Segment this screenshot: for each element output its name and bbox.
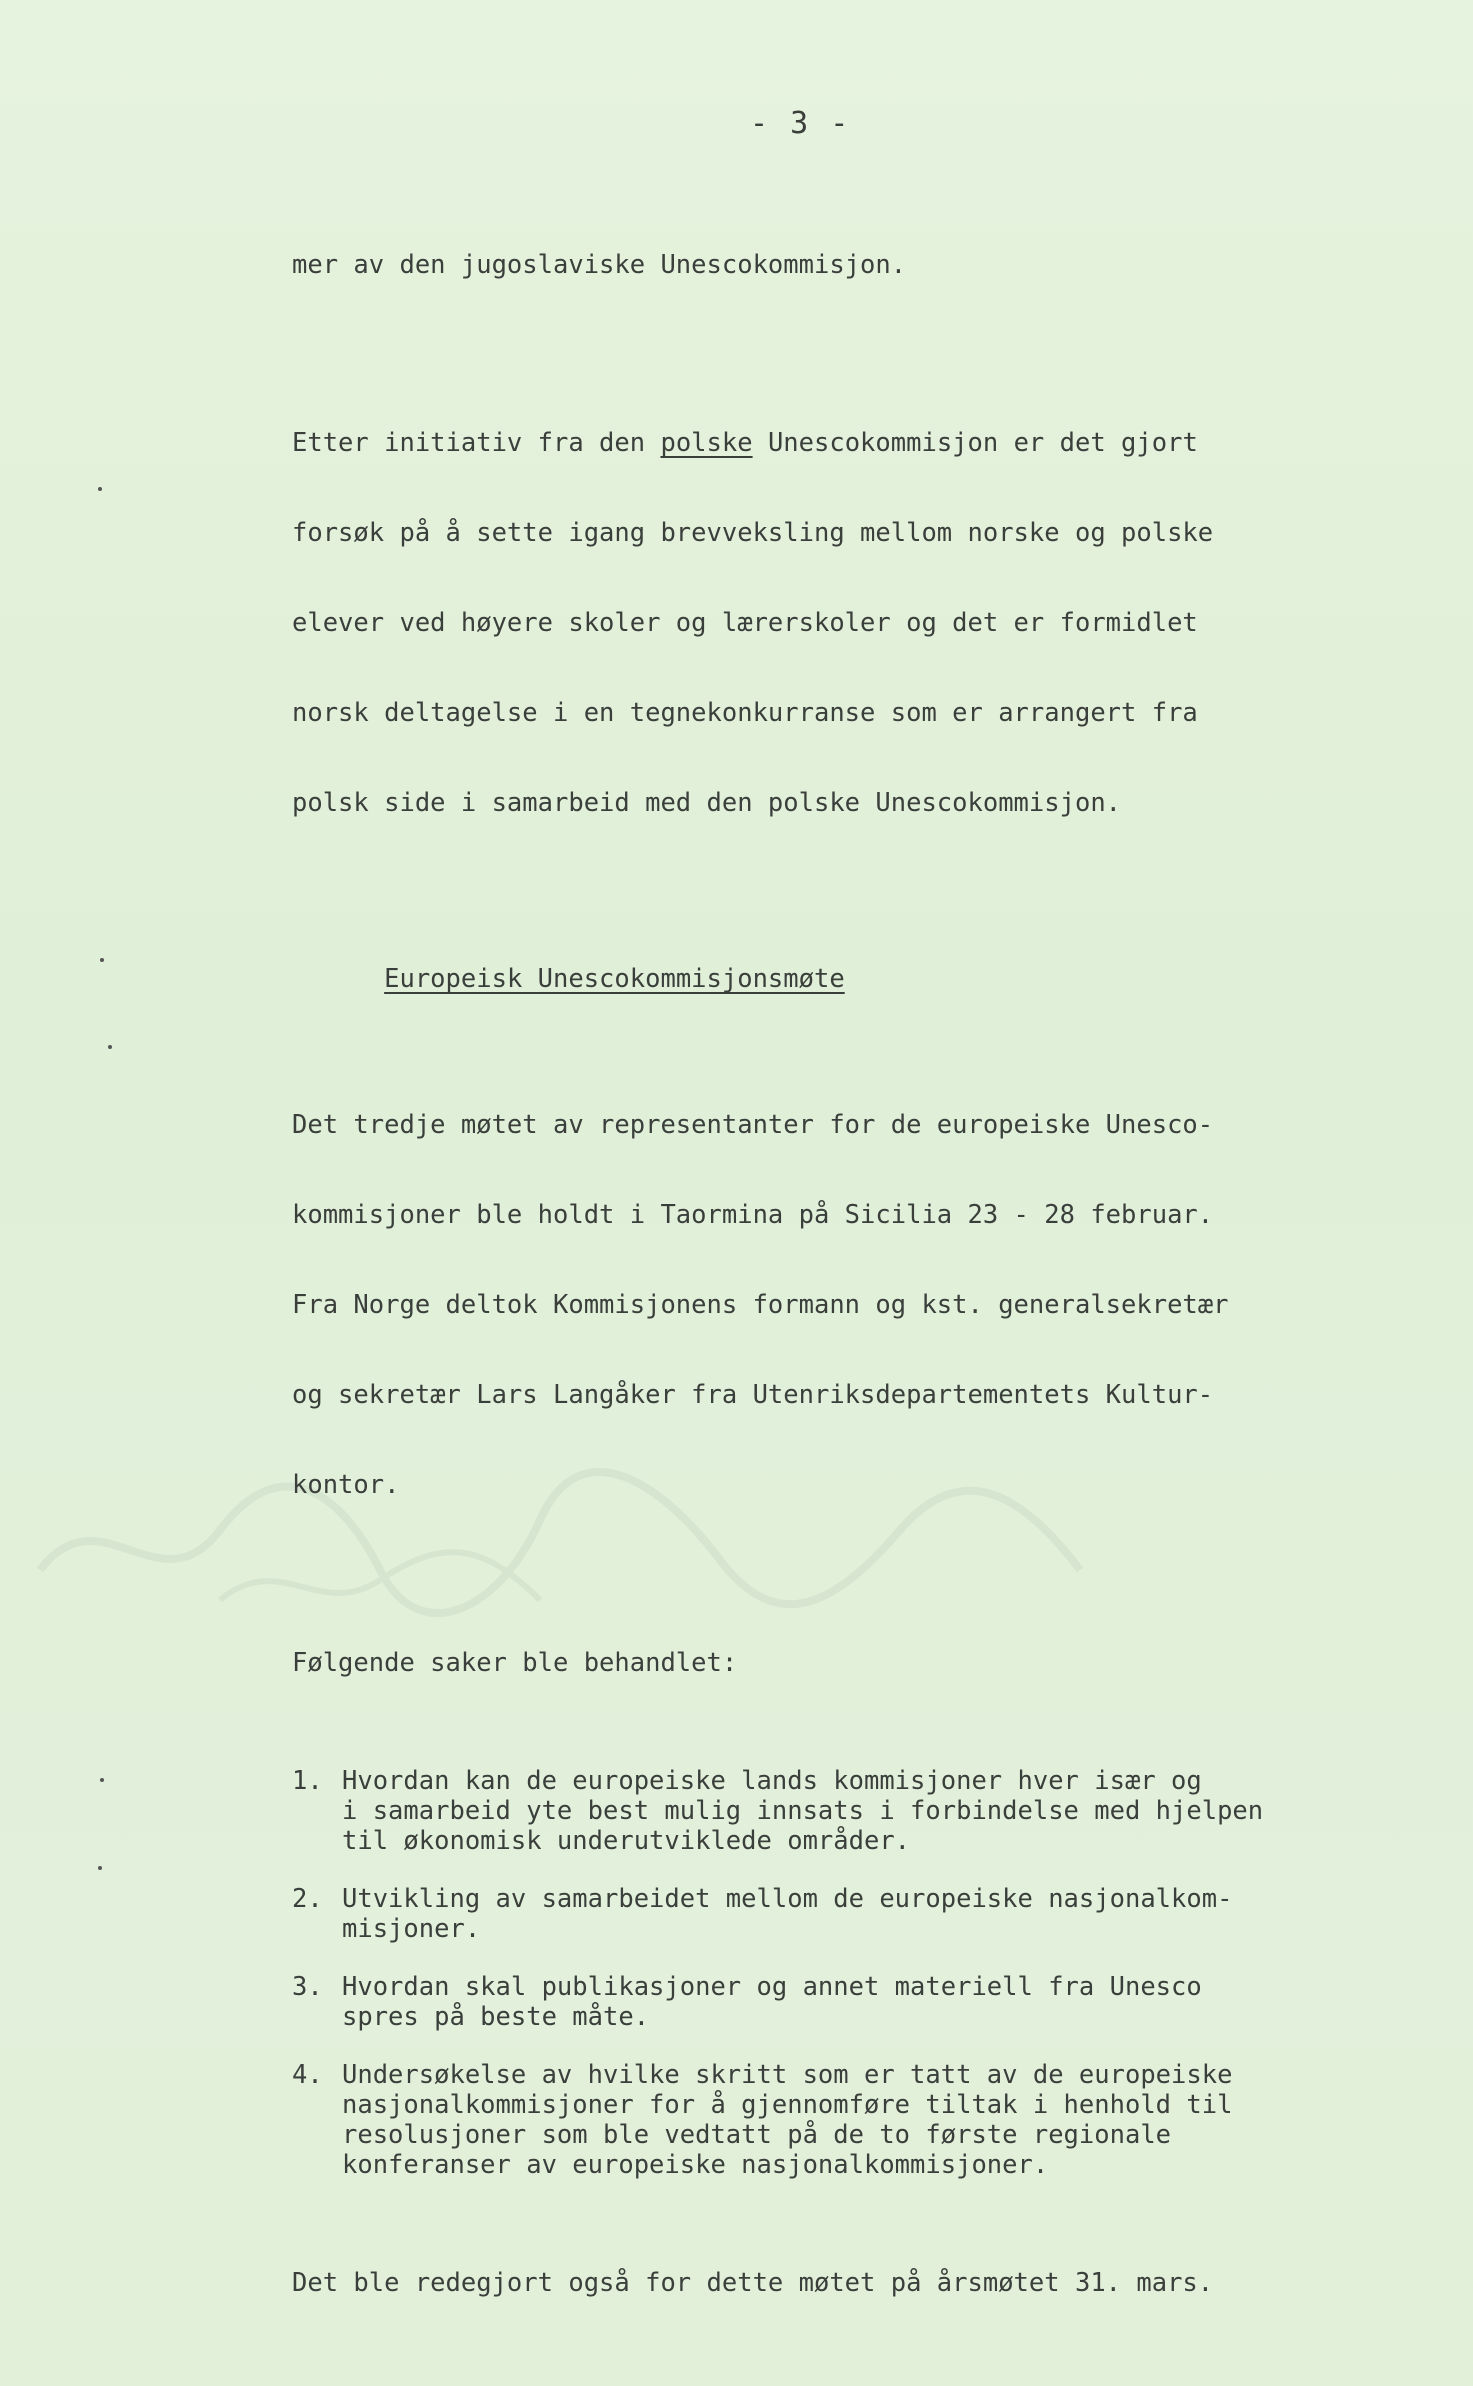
margin-mark <box>98 1866 102 1870</box>
text-line: Det tredje møtet av representanter for de europeiske Unesco- <box>292 1110 1214 1140</box>
text-line: kommisjoner ble holdt i Taormina på Sicilia 23 - 28 februar. <box>292 1200 1214 1230</box>
list-item-text <box>342 1766 1422 1856</box>
text-line: konferanser av europeiske nasjonalkommisjoner. <box>342 2150 1049 2180</box>
section-heading <box>292 934 1422 1024</box>
text-line: nasjonalkommisjoner for å gjennomføre tiltak i henhold til <box>342 2090 1233 2120</box>
closing-line: Det ble redegjort også for dette møtet på årsmøtet 31. mars. <box>292 2268 1214 2298</box>
list-item-text <box>342 1972 1422 2032</box>
text-line: spres på beste måte. <box>342 2002 650 2032</box>
text-line: Hvordan kan de europeiske lands kommisjoner hver især og <box>342 1766 1202 1796</box>
text-fragment: Etter initiativ fra den <box>292 428 661 458</box>
text-line: norsk deltagelse i en tegnekonkurranse som er arrangert fra <box>292 698 1198 728</box>
text-line: polsk side i samarbeid med den polske Unescokommisjon. <box>292 788 1122 818</box>
list-item <box>292 1884 1422 1944</box>
text-line: Utvikling av samarbeidet mellom de europeiske nasjonalkom- <box>342 1884 1233 1914</box>
text-line: resolusjoner som ble vedtatt på de to første regionale <box>342 2120 1172 2150</box>
list-item <box>292 2060 1422 2180</box>
text-fragment: Unescokommisjon er det gjort <box>752 428 1198 458</box>
text-line: i samarbeid yte best mulig innsats i forbindelse med hjelpen <box>342 1796 1264 1826</box>
list-item-text <box>342 2060 1422 2180</box>
text-line: Følgende saker ble behandlet: <box>292 1648 738 1678</box>
margin-mark <box>100 1778 104 1782</box>
paragraph <box>292 1050 1422 1560</box>
text-line: Fra Norge deltok Kommisjonens formann og kst. generalsekretær <box>292 1290 1229 1320</box>
underlined-word: polske <box>660 428 753 458</box>
text-line: Undersøkelse av hvilke skritt som er tatt av de europeiske <box>342 2060 1233 2090</box>
numbered-list <box>292 1766 1422 2180</box>
list-item-text <box>342 1884 1422 1944</box>
text-line: mer av den jugoslaviske Unescokommisjon. <box>292 250 907 280</box>
text-line <box>292 428 1422 458</box>
list-number: 3. <box>292 1972 323 2002</box>
page-number: - 3 - <box>750 106 851 141</box>
text-line: til økonomisk underutviklede områder. <box>342 1826 911 1856</box>
section-heading-text: Europeisk Unescokommisjonsmøte <box>384 964 845 994</box>
margin-mark <box>108 1045 112 1049</box>
text-line: misjoner. <box>342 1914 481 1944</box>
paragraph <box>292 190 1422 340</box>
list-item <box>292 1766 1422 1856</box>
paragraph <box>292 368 1422 878</box>
text-line: elever ved høyere skoler og lærerskoler og det er formidlet <box>292 608 1198 638</box>
paragraph <box>292 2208 1422 2358</box>
letter-body <box>292 190 1422 2386</box>
paragraph <box>292 1588 1422 1738</box>
text-line: forsøk på å sette igang brevveksling mellom norske og polske <box>292 518 1214 548</box>
list-number: 1. <box>292 1766 323 1796</box>
text-line: kontor. <box>292 1470 400 1500</box>
margin-mark <box>100 958 104 962</box>
list-number: 4. <box>292 2060 323 2090</box>
text-line: Hvordan skal publikasjoner og annet materiell fra Unesco <box>342 1972 1202 2002</box>
margin-mark <box>98 487 102 491</box>
text-line: og sekretær Lars Langåker fra Utenriksdepartementets Kultur- <box>292 1380 1214 1410</box>
list-item <box>292 1972 1422 2032</box>
list-number: 2. <box>292 1884 323 1914</box>
